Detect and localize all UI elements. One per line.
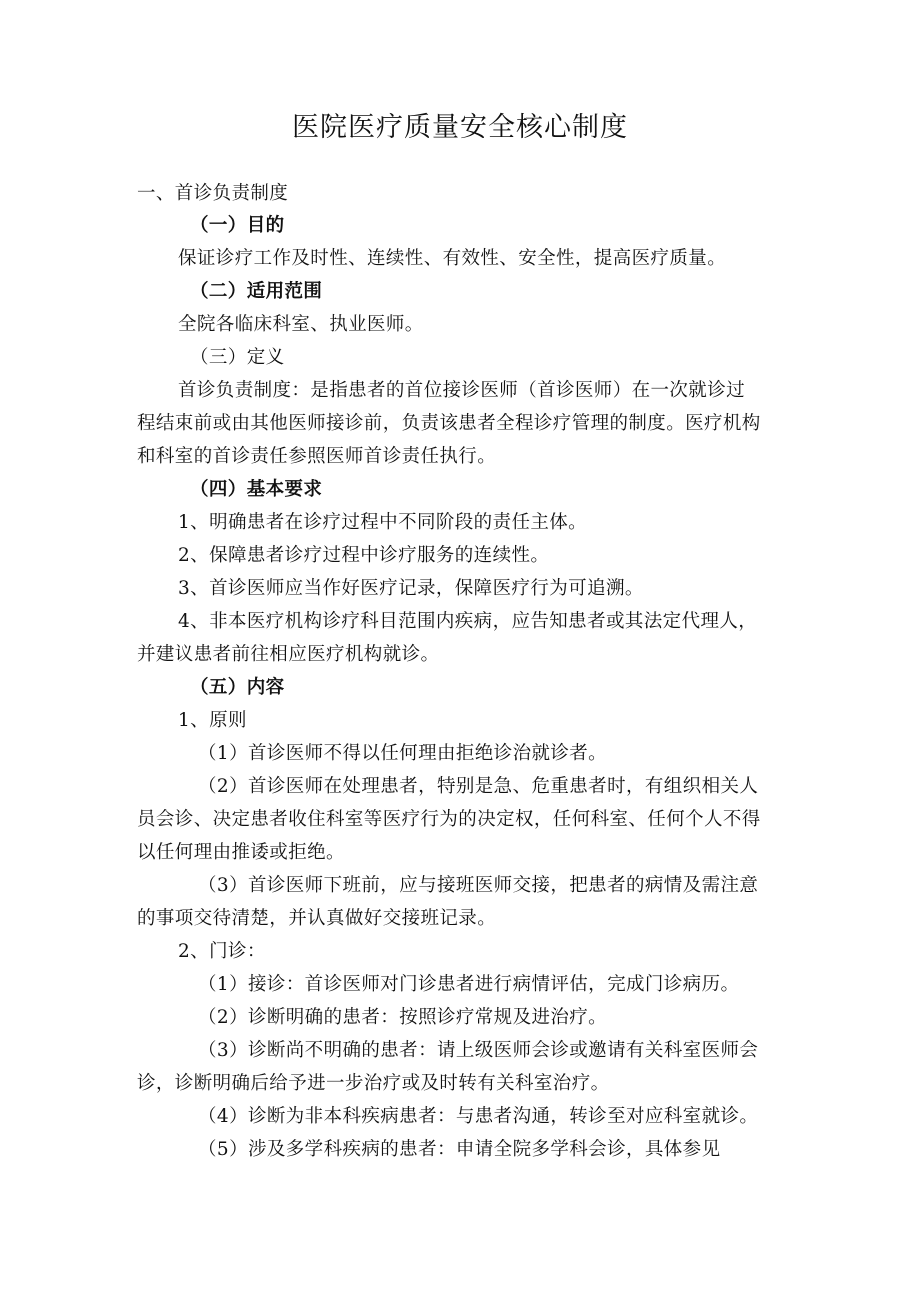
list-item: 1、明确患者在诊疗过程中不同阶段的责任主体。: [178, 512, 588, 533]
paragraph-line: 并建议患者前往相应医疗机构就诊。: [137, 644, 440, 665]
subheading-content: （五）内容: [190, 677, 285, 698]
list-item: 2、保障患者诊疗过程中诊疗服务的连续性。: [178, 545, 550, 566]
list-item: （2）诊断明确的患者：按照诊疗常规及进治疗。: [198, 1007, 608, 1028]
section-heading-1: 一、首诊负责制度: [137, 183, 289, 204]
subheading-definition: （三）定义: [190, 347, 285, 368]
document-title: 医院医疗质量安全核心制度: [292, 112, 628, 143]
paragraph-line: 员会诊、决定患者收住科室等医疗行为的决定权，任何科室、任何个人不得: [137, 809, 761, 830]
list-item: （1）接诊：首诊医师对门诊患者进行病情评估，完成门诊病历。: [198, 974, 740, 995]
subheading-scope: （二）适用范围: [190, 281, 323, 302]
paragraph-line: 和科室的首诊责任参照医师首诊责任执行。: [137, 446, 497, 467]
list-item: （5）涉及多学科疾病的患者：申请全院多学科会诊，具体参见: [198, 1139, 721, 1160]
paragraph-line: 首诊负责制度：是指患者的首位接诊医师（首诊医师）在一次就诊过: [178, 380, 746, 401]
list-item: （3）诊断尚不明确的患者：请上级医师会诊或邀请有关科室医师会: [198, 1040, 759, 1061]
paragraph-line: 全院各临床科室、执业医师。: [178, 314, 424, 335]
paragraph-line: 诊，诊断明确后给予进一步治疗或及时转有关科室治疗。: [137, 1073, 610, 1094]
paragraph-line: 保证诊疗工作及时性、连续性、有效性、安全性，提高医疗质量。: [178, 248, 727, 269]
paragraph-line: 的事项交待清楚，并认真做好交接班记录。: [137, 908, 497, 929]
paragraph-line: 程结束前或由其他医师接诊前，负责该患者全程诊疗管理的制度。医疗机构: [137, 413, 761, 434]
list-item: 1、原则: [178, 710, 247, 731]
subheading-requirements: （四）基本要求: [190, 479, 323, 500]
paragraph-line: 以任何理由推诿或拒绝。: [137, 842, 345, 863]
list-item: 3、首诊医师应当作好医疗记录，保障医疗行为可追溯。: [178, 578, 644, 599]
subheading-purpose: （一）目的: [190, 215, 285, 236]
list-item: （3）首诊医师下班前，应与接班医师交接，把患者的病情及需注意: [198, 875, 759, 896]
list-item: （4）诊断为非本科疾病患者：与患者沟通，转诊至对应科室就诊。: [198, 1106, 759, 1127]
list-item: （1）首诊医师不得以任何理由拒绝诊治就诊者。: [198, 743, 608, 764]
list-item: 2、门诊：: [178, 941, 266, 962]
list-item: （2）首诊医师在处理患者，特别是急、危重患者时，有组织相关人: [198, 776, 759, 797]
list-item: 4、非本医疗机构诊疗科目范围内疾病，应告知患者或其法定代理人，: [178, 611, 758, 632]
